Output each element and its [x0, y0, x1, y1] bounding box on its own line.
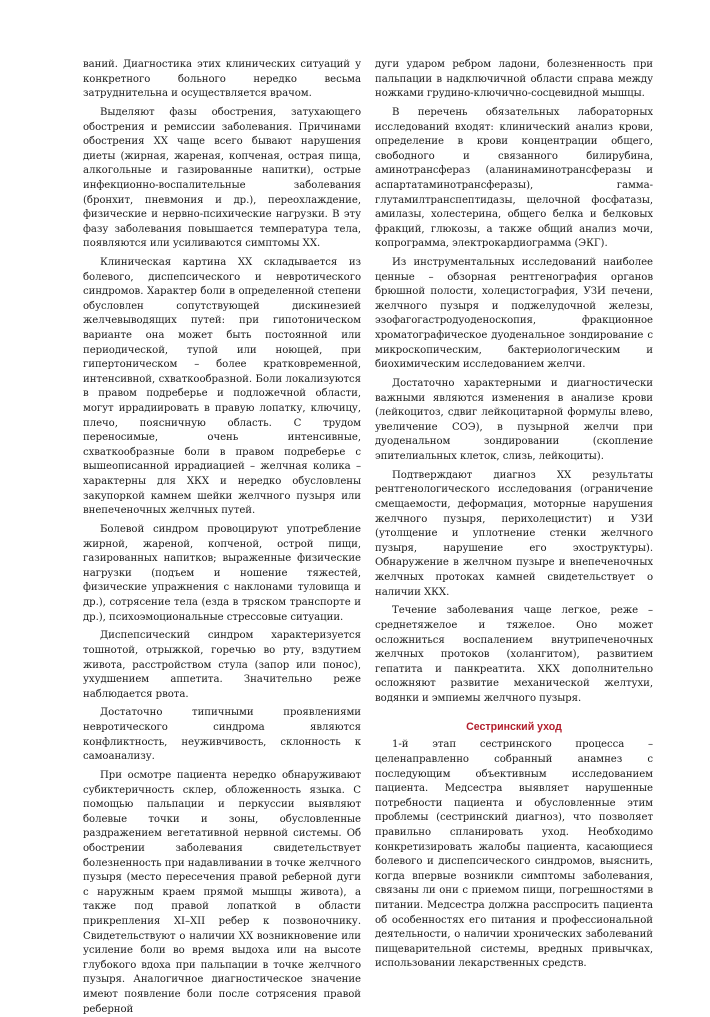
- paragraph: Клиническая картина ХХ складывается из болевого, диспепсического и невротического синдромов. Характер боли в определенной степени обусловлен сопутствующей дискинезией желчевыводящих путей: при гипотоническом варианте она может быть постоянной или периодической, тупой или ноющей, при гипертоническом – более кратковременной, интенсивной, схваткообразной. Боли локализуются в правом подреберье и подложечной области, могут иррадиировать в правую лопатку, ключицу, плечо, поясничную область. С трудом переносимые, очень интенсивные, схваткообразные боли в правом подреберье с вышеописанной иррадиацией – желчная колика – характерны для ХКХ и нередко обусловлены закупоркой камнем шейки желчного пузыря или внепеченочных желчных путей.: [83, 257, 361, 517]
- paragraph: При осмотре пациента нередко обнаруживают субиктеричность склер, обложенность языка. С помощью пальпации и перкуссии выявляют болевые точки и зоны, обусловленные раздражением вегетативной нервной системы. Об обострении заболевания свидетельствует болезненность при надавливании в точке желчного пузыря (место пересечения правой реберной дуги с наружным краем прямой мышцы живота), а также под правой лопаткой в области прикрепления XI–XII ребер к позвоночнику. Свидетельствуют о наличии ХХ возникновение или усиление боли во время выдоха или на высоте глубокого вдоха при пальпации в точке желчного пузыря. Аналогичное диагностическое значение имеют появление боли после сотрясения правой реберной: [83, 770, 361, 1015]
- paragraph: Достаточно характерными и диагностически важными являются изменения в анализе крови (лейкоцитоз, сдвиг лейкоцитарной формулы влево, увеличение СОЭ), в пузырной желчи при дуоденальном зондировании (скопление эпителиальных клеток, слизь, лейкоциты).: [375, 378, 653, 462]
- paragraph: Диспепсический синдром характеризуется тошнотой, отрыжкой, горечью во рту, вздутием живота, расстройством стула (запор или понос), ухудшением аппетита. Значительно реже наблюдается рвота.: [83, 630, 361, 700]
- paragraph: Болевой синдром провоцируют употребление жирной, жареной, копченой, острой пищи, газированных напитков; выраженные физические нагрузки (подъем и ношение тяжестей, физические упражнения с наклонами туловища и др.), сотрясение тела (езда в тряском транспорте и др.), психоэмоциональные стрессовые ситуации.: [83, 523, 361, 623]
- paragraph: В перечень обязательных лабораторных исследований входят: клинический анализ крови, определение в крови концентрации общего, свободного и связанного билирубина, аминотрансфераз (аланинаминотрансферазы и аспартатаминотрансферазы), гамма-глутамилтранспептидазы, щелочной фосфатазы, амилазы, холестерина, общего белка и белковых фракций, глюкозы, а также общий анализ мочи, копрограмма, электрокардиограмма (ЭКГ).: [375, 106, 653, 250]
- paragraph: Из инструментальных исследований наиболее ценные – обзорная рентгенография органов брюшной полости, холецистография, УЗИ печени, желчного пузыря и поджелудочной железы, эзофагогастродуоденоскопия, фракционное хроматографическое дуоденальное зондирование с микроскопическим, бактериологическим и биохимическим исследованием желчи.: [375, 257, 653, 371]
- paragraph: Выделяют фазы обострения, затухающего обострения и ремиссии заболевания. Причинами обострения ХХ чаще всего бывают нарушения диеты (жирная, жареная, копченая, острая пища, алкогольные и газированные напитки), острые инфекционно-воспалительные заболевания (бронхит, пневмония и др.), переохлаждение, физические и нервно-психические нагрузки. В эту фазу заболевания повышается температура тела, появляются или усиливаются симптомы ХХ.: [83, 106, 361, 250]
- paragraph: 1-й этап сестринского процесса – целенаправленно собранный анамнез с последующим объективным исследованием пациента. Медсестра выявляет нарушенные потребности пациента и обусловленные этим проблемы (сестринский диагноз), что позволяет правильно спланировать уход. Необходимо конкретизировать жалобы пациента, касающиеся болевого и диспепсического синдромов, выяснить, когда впервые возникли симптомы заболевания, связаны ли они с приемом пищи, погрешностями в питании. Медсестра должна расспросить пациента об особенностях его питания и профессиональной деятельности, о наличии хронических заболеваний пищеварительной системы, вредных привычках, использовании лекарственных средств.: [375, 739, 653, 970]
- section-heading: Сестринский уход: [466, 721, 562, 734]
- text-columns: [83, 58, 653, 1017]
- paragraph: Течение заболевания чаще легкое, реже – среднетяжелое и тяжелое. Оно может осложниться воспалением внутрипеченочных желчных протоков (холангитом), развитием гепатита и панкреатита. ХКХ дополнительно осложняют развитие механической желтухи, водянки и эмпиемы желчного пузыря.: [375, 605, 653, 704]
- paragraph: Подтверждают диагноз ХХ результаты рентгенологического исследования (ограничение смещаемости, деформация, моторные нарушения желчного пузыря, перихолецистит) и УЗИ (утолщение и уплотнение стенки желчного пузыря, нарушение его эхоструктуры). Обнаружение в желчном пузыре и внепеченочных желчных протоках камней свидетельствует о наличии ХКХ.: [375, 469, 653, 598]
- paragraph: дуги ударом ребром ладони, болезненность при пальпации в надключичной области справа между ножками грудино-ключично-сосцевидной мышцы.: [375, 59, 653, 100]
- paragraph: Достаточно типичными проявлениями невротического синдрома являются конфликтность, неуживчивость, склонность к самоанализу.: [83, 707, 361, 763]
- paragraph: ваний. Диагностика этих клинических ситуаций у конкретного больного нередко весьма затруднительна и осуществляется врачом.: [83, 59, 361, 100]
- right-column: [375, 58, 653, 1017]
- left-column: [83, 58, 361, 1017]
